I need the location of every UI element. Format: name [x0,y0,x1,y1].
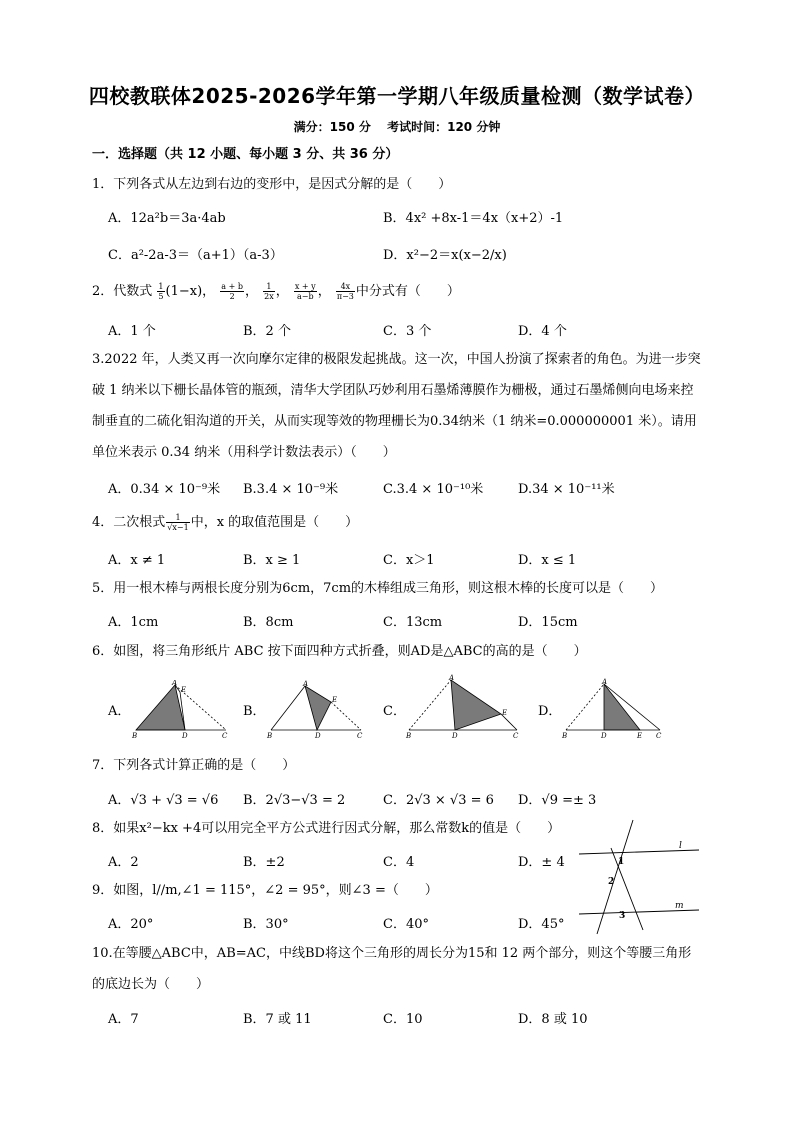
label-e: E [332,696,338,704]
parallel-lines-figure [575,818,705,936]
q9-option-a[interactable]: A．20° [108,917,154,932]
label-a: A [303,680,309,688]
fraction-num: x + y [294,282,316,291]
edge-ab [271,686,305,730]
label-d: D [182,732,188,740]
q10-option-c[interactable]: C．10 [383,1012,423,1027]
q5-option-c[interactable]: C．13cm [383,615,443,630]
q10-stem: 10.在等腰△ABC中，AB=AC，中线BD将这个三角形的周长分为15和 12 两个部分，则这个等腰三角形的底边长为（ ） [92,946,692,992]
fraction-num: 1 [263,282,275,292]
edge-ab [409,680,451,730]
q4-stem-prefix: 4．二次根式 [92,515,166,530]
q4-option-b[interactable]: B．x ≥ 1 [243,553,301,568]
q8-stem: 8．如果x²−kx +4可以用完全平方公式进行因式分解，那么常数k的值是（ ） [92,821,561,836]
q5-option-a[interactable]: A．1cm [108,615,159,630]
q5-option-d[interactable]: D．15cm [518,615,578,630]
label-a: A [449,674,455,682]
fraction-num: a + b [221,282,243,291]
label-e: E [181,686,187,694]
q8-option-a[interactable]: A．2 [108,855,139,870]
label-c: C [656,732,662,740]
label-c: C [222,732,228,740]
exam-info [0,118,794,135]
q1-option-c[interactable]: C．a²-2a-3＝（a+1）（a-3） [108,248,283,263]
fraction-den: π−3 [336,292,354,301]
q8-option-d[interactable]: D．± 4 [518,855,565,870]
label-l: l [679,841,682,851]
fraction [294,282,317,301]
label-e: E [502,709,508,717]
q3-option-d[interactable]: D.34 × 10⁻¹¹米 [518,482,615,497]
q7-option-c[interactable]: C．2√3 × √3 = 6 [383,793,494,808]
label-d: D [601,732,607,740]
q9-option-c[interactable]: C．40° [383,917,429,932]
q5-option-b[interactable]: B．8cm [243,615,294,630]
label-c: C [357,732,363,740]
fraction-den: 2 [229,292,235,301]
q2-stem: 2．代数式 $\frac{1}{5}$ (1−x)， $\frac{a + b}{2}$ ， $\frac{1}{2x}$ ， $\frac{x + y}{a-b}$ ， $\frac{4x}{\pi-3}$ 中分式有（ ） [92,282,460,301]
angle-1-label: 1 [618,857,625,867]
fraction [157,282,164,301]
fold-figure-a [130,680,230,740]
fraction-num: 1 [166,513,189,523]
q4-stem [92,513,358,532]
q4-option-a[interactable]: A．x ≠ 1 [108,553,166,568]
fraction-num: 4x [336,282,355,292]
q3-option-b[interactable]: B.3.4 × 10⁻⁹米 [243,482,339,497]
fraction [166,513,189,532]
fold-figure-b [265,680,365,740]
label-d: D [452,732,458,740]
q1-option-d[interactable]: D．x²−2＝x(x−2/x) [383,248,507,263]
q7-stem: 7．下列各式计算正确的是（ ） [92,758,296,773]
shaded-region [305,686,331,730]
label-m: m [675,901,684,911]
label-b: B [132,732,138,740]
q6-option-c[interactable]: C． [383,704,406,719]
fraction-den: 5 [158,292,164,301]
q2-option-d[interactable]: D．4 个 [518,324,567,339]
q6-option-d[interactable]: D． [538,704,562,719]
q2-option-b[interactable]: B．2 个 [243,324,291,339]
q2-stem-suffix: 中分式有（ ） [355,284,460,299]
q7-option-d[interactable]: D．√9 =± 3 [518,793,597,808]
q2-term-tail: (1−x)， [165,284,216,299]
q6-stem: 6．如图，将三角形纸片 ABC 按下面四种方式折叠，则AD是△ABC的高的是（ ） [92,644,587,659]
label-b: B [562,732,568,740]
transversal-2 [611,848,643,930]
q1-stem: 1．下列各式从左边到右边的变形中，是因式分解的是（ ） [92,177,452,192]
q2-stem-prefix: 2．代数式 [92,284,153,299]
fraction [263,282,275,301]
angle-2-label: 2 [608,877,615,887]
q10-option-a[interactable]: A．7 [108,1012,139,1027]
label-a: A [172,680,178,687]
q1-option-a[interactable]: A．12a²b＝3a·4ab [108,211,226,226]
exam-time: 考试时间：120 分钟 [387,120,501,134]
label-e: E [637,732,643,740]
q9-stem: 9．如图，l//m,∠1 = 115°，∠2 = 95°，则∠3 =（ ） [92,883,438,898]
q1-option-b[interactable]: B．4x² +8x-1＝4x（x+2）-1 [383,211,564,226]
section-heading: 一．选择题（共 12 小题、每小题 3 分、共 36 分） [92,147,399,162]
q9-option-d[interactable]: D．45° [518,917,565,932]
q4-stem-suffix: 中，x 的取值范围是（ ） [190,515,359,530]
q8-option-b[interactable]: B．±2 [243,855,285,870]
full-score: 满分：150 分 [293,120,371,134]
q3-stem: 3.2022 年，人类又再一次向摩尔定律的极限发起挑战。这一次，中国人扮演了探索者的角色。为进一步突破 1 纳米以下栅长晶体管的瓶颈，清华大学团队巧妙利用石墨烯薄膜作为栅极，通过石墨烯侧向电场来控制垂直的二硫化钼沟道的开关，从而实现等效的物理栅长为0.34纳米（1 纳米=0.000000001 米）。请用单位米表示 0.34 纳米（用科学计数法表示）（ ） [92,352,701,460]
fraction-num: 1 [158,282,164,291]
label-b: B [267,732,273,740]
transversal-1 [597,820,633,934]
q10-option-d[interactable]: D．8 或 10 [518,1012,588,1027]
q10-option-b[interactable]: B．7 或 11 [243,1012,312,1027]
q6-option-a[interactable]: A． [108,704,131,719]
q2-option-a[interactable]: A．1 个 [108,324,156,339]
q4-option-c[interactable]: C．x＞1 [383,553,435,568]
q3-option-c[interactable]: C.3.4 × 10⁻¹⁰米 [383,482,484,497]
fold-figure-d [560,678,670,740]
fold-figure-c [405,674,523,740]
shaded-region [136,685,185,730]
label-d: D [315,732,321,740]
shaded-region [604,684,640,730]
label-b: B [406,732,412,740]
fraction-den: a−b [296,292,314,301]
q9-option-b[interactable]: B．30° [243,917,289,932]
label-c: C [513,732,519,740]
q7-option-a[interactable]: A．√3 + √3 = √6 [108,793,219,808]
q3-option-a[interactable]: A．0.34 × 10⁻⁹米 [108,482,221,497]
fraction-den: 2x [264,292,274,301]
q2-option-c[interactable]: C．3 个 [383,324,432,339]
q6-option-b[interactable]: B． [243,704,266,719]
page-title: 四校教联体2025-2026学年第一学期八年级质量检测（数学试卷） [88,84,706,108]
q7-option-b[interactable]: B．2√3−√3 = 2 [243,793,346,808]
q5-stem: 5．用一根木棒与两根长度分别为6cm，7cm的木棒组成三角形，则这根木棒的长度可以是（ ） [92,581,664,596]
shaded-region [451,680,501,730]
angle-3-label: 3 [619,911,626,921]
q4-option-d[interactable]: D．x ≤ 1 [518,553,577,568]
fraction [336,282,355,301]
edge-ec [331,702,361,730]
label-a: A [602,678,608,686]
edge-ab [566,684,604,730]
q8-option-c[interactable]: C．4 [383,855,415,870]
fraction [220,282,244,301]
fraction-den: √x−1 [167,523,189,532]
